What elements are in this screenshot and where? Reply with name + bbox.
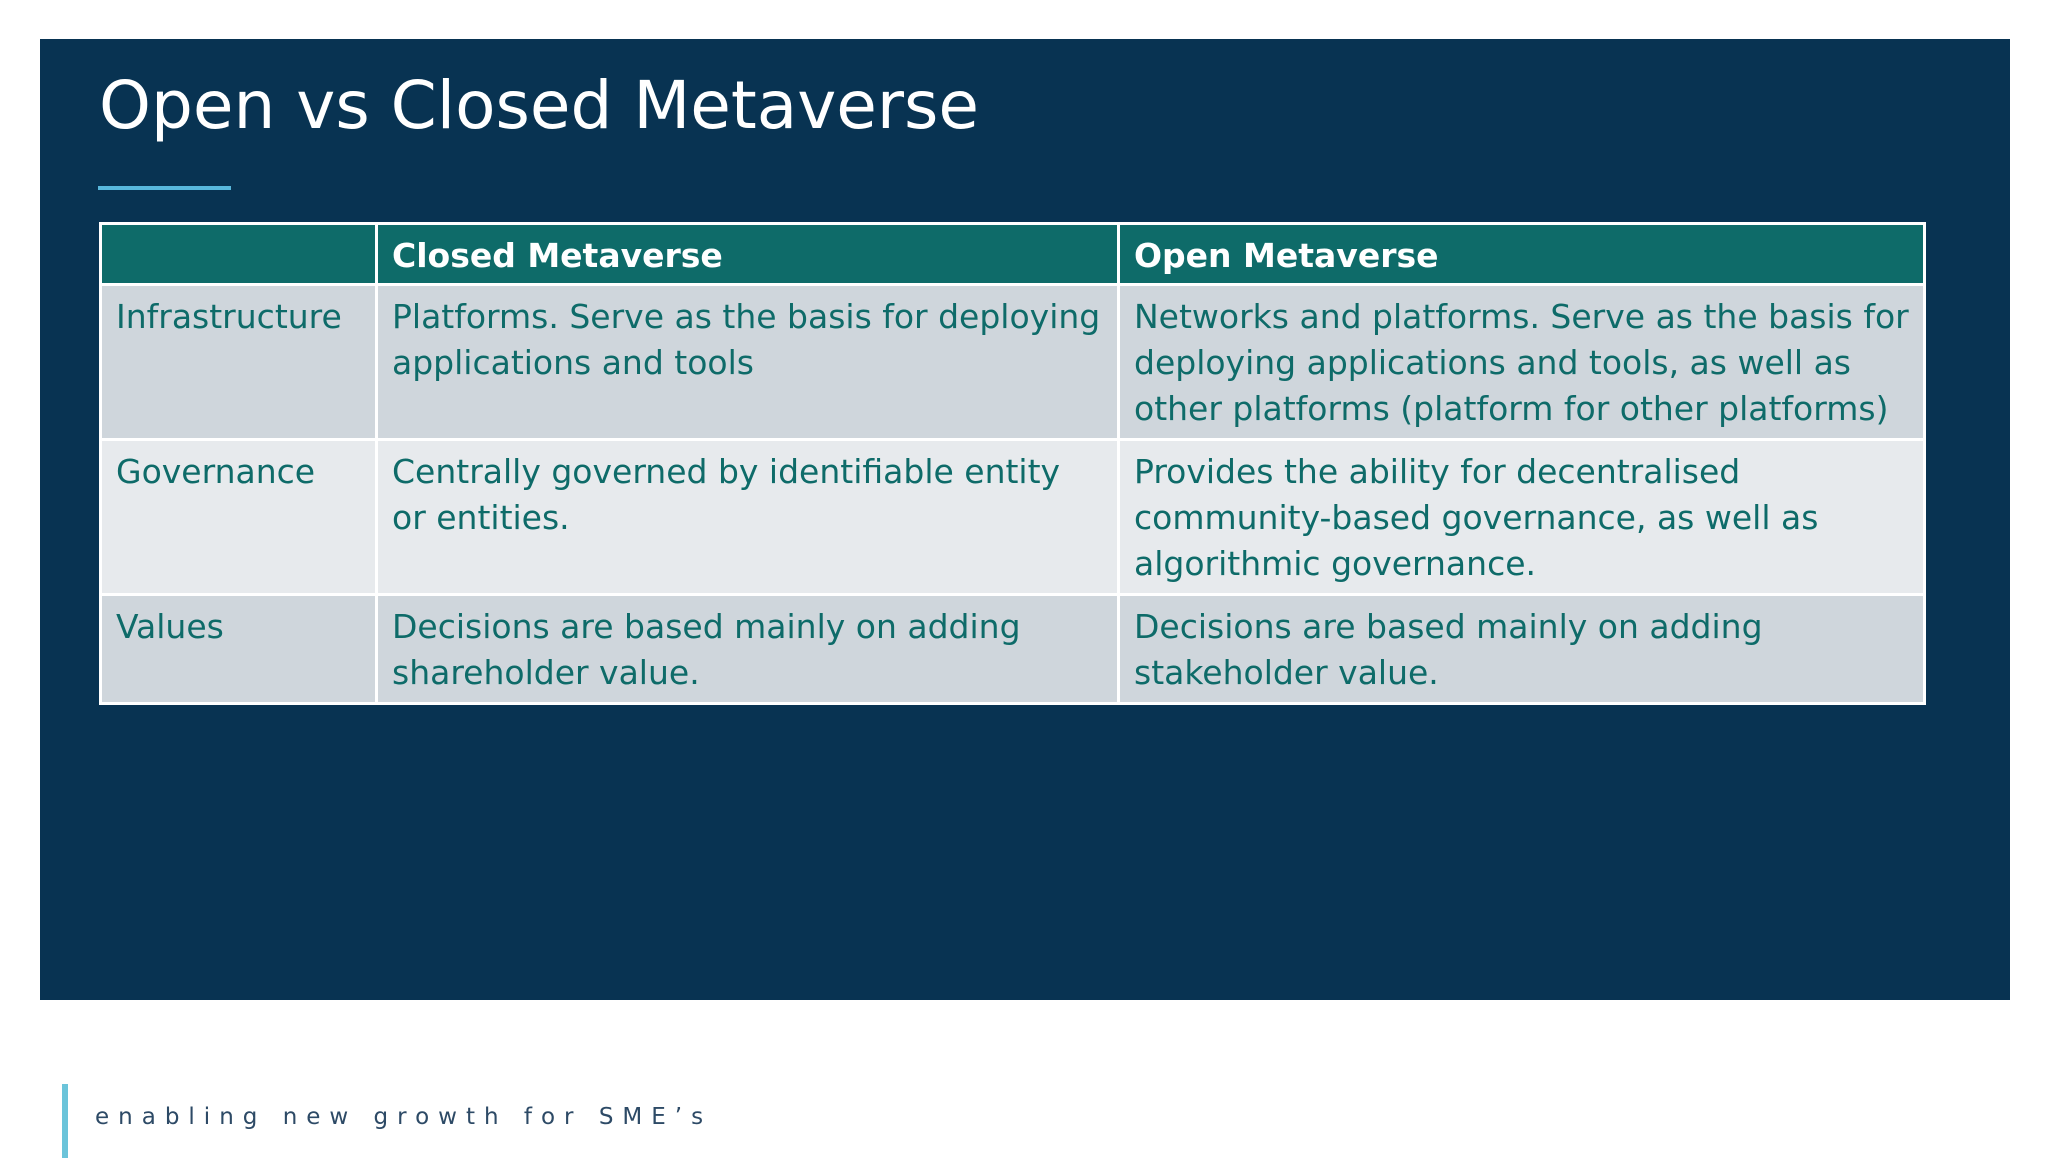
- closed-cell: Decisions are based mainly on adding shareholder value.: [377, 595, 1119, 704]
- header-closed-metaverse: Closed Metaverse: [377, 224, 1119, 285]
- table-row-infrastructure: [101, 285, 1925, 440]
- closed-cell: Platforms. Serve as the basis for deploying applications and tools: [377, 285, 1119, 440]
- closed-cell: Centrally governed by identifiable entity or entities.: [377, 440, 1119, 595]
- footer-accent-bar: [62, 1084, 68, 1158]
- table-row-values: [101, 595, 1925, 704]
- row-label: Infrastructure: [101, 285, 377, 440]
- comparison-table: [99, 222, 1926, 705]
- slide-title: Open vs Closed Metaverse: [99, 67, 980, 144]
- title-underline: [98, 186, 231, 190]
- table-header-row: [101, 224, 1925, 285]
- header-empty-cell: [101, 224, 377, 285]
- header-open-metaverse: Open Metaverse: [1119, 224, 1925, 285]
- row-label: Values: [101, 595, 377, 704]
- row-label: Governance: [101, 440, 377, 595]
- footer-tagline: enabling new growth for SME’s: [95, 1104, 713, 1130]
- open-cell: Networks and platforms. Serve as the basis for deploying applications and tools, as well as other platforms (platform for other platforms): [1119, 285, 1925, 440]
- table-row-governance: [101, 440, 1925, 595]
- open-cell: Provides the ability for decentralised community-based governance, as well as algorithmic governance.: [1119, 440, 1925, 595]
- open-cell: Decisions are based mainly on adding stakeholder value.: [1119, 595, 1925, 704]
